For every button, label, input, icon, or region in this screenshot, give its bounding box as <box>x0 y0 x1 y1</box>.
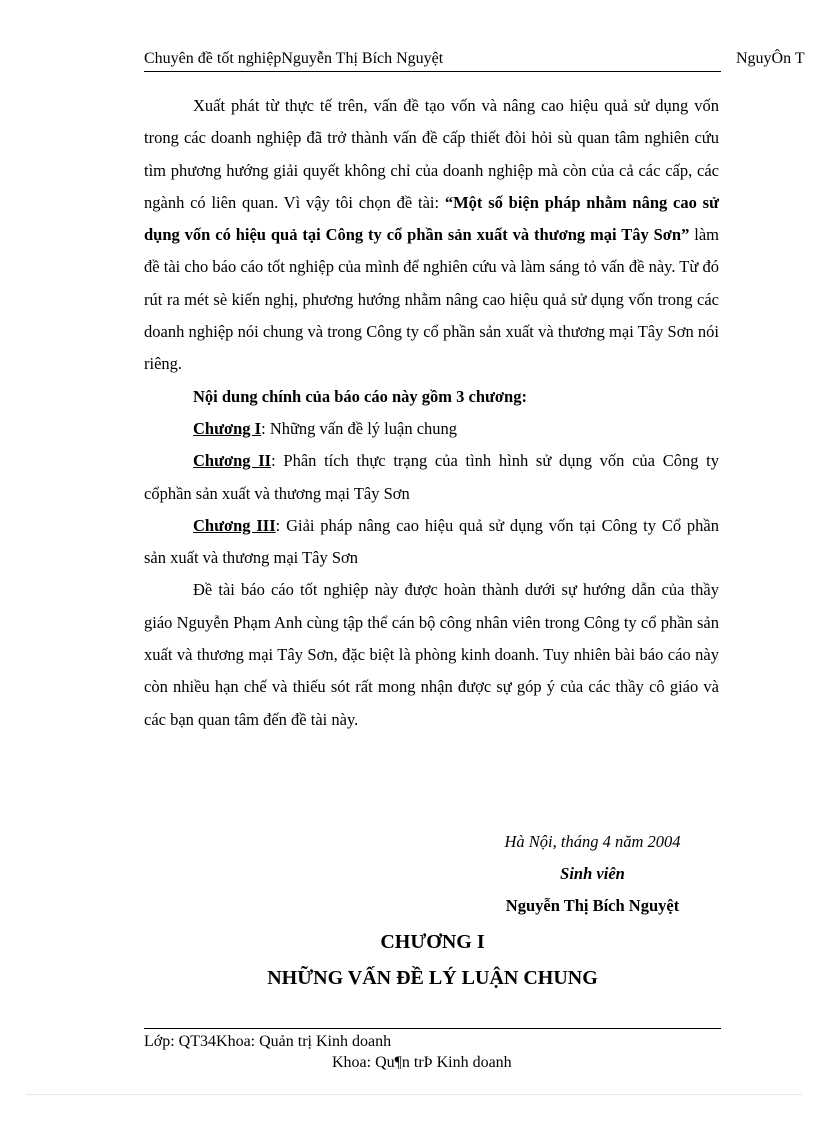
chapter-3-label: Chương III <box>193 515 276 535</box>
chapter-heading <box>144 924 721 996</box>
intro-paragraph <box>144 90 719 381</box>
signature-role: Sinh viên <box>560 864 625 883</box>
header-rule <box>144 71 721 72</box>
chapter-1-text: : Những vấn đề lý luận chung <box>261 418 458 438</box>
chapter-3-item <box>144 510 719 575</box>
header-right-text: NguyÔn T <box>736 50 805 67</box>
chapter-title: NHỮNG VẤN ĐỀ LÝ LUẬN CHUNG <box>267 967 598 989</box>
body-text <box>144 90 719 736</box>
footer-line-2: Khoa: Qu¶n trÞ Kinh doanh <box>332 1054 512 1071</box>
signature-name: Nguyễn Thị Bích Nguyệt <box>505 896 680 915</box>
thesis-title: “Một số biện pháp nhằm nâng cao sử dụng vốn có hiệu quả tại Công ty cổ phần sản xuất và thương mại Tây Sơn” <box>144 192 719 245</box>
chapter-2-label: Chương II <box>193 451 272 471</box>
intro-text-a: Xuất phát từ thực tế trên, vấn đề tạo vốn và nâng cao hiệu quả sử dụng vốn trong các doanh nghiệp đã trở thành vấn đề cấp thiết đòi hỏi sù quan tâm nghiên cứu tìm phương hướng giải quyết không chỉ của doanh nghiệp mà còn của cả các cấp, các ngành có liên quan. Vì vậy tôi chọn đề tài: <box>144 96 719 212</box>
chapter-1-item <box>144 413 719 445</box>
signature-date: Hà Nội, tháng 4 năm 2004 <box>504 832 681 851</box>
chapter-2-text: : Phân tích thực trạng của tình hình sử dụng vốn của Công ty cổphần sản xuất và thương mại Tây Sơn <box>144 451 719 503</box>
chapter-3-text: : Giải pháp nâng cao hiệu quả sử dụng vốn tại Công ty Cổ phần sản xuất và thương mại Tây Sơn <box>144 515 719 568</box>
contents-heading: Nội dung chính của báo cáo này gồm 3 chương: <box>193 386 527 406</box>
page-edge-line <box>26 1094 802 1095</box>
signature-block <box>470 826 715 922</box>
chapter-2-item <box>144 445 719 510</box>
header-left-text: Chuyên đề tốt nghiệpNguyễn Thị Bích Nguyệt <box>144 50 444 67</box>
chapter-1-label: Chương I <box>193 418 262 438</box>
chapter-number: CHƯƠNG I <box>380 931 485 953</box>
footer-line-1: Lớp: QT34Khoa: Quản trị Kinh doanh <box>144 1033 392 1050</box>
acknowledgement-paragraph: Đề tài báo cáo tốt nghiệp này được hoàn thành dưới sự hướng dẫn của thầy giáo Nguyễn Phạm Anh cùng tập thể cán bộ công nhân viên trong Công ty cổ phần sản xuất và thương mại Tây Sơn, đặc biệt là phòng kinh doanh. Tuy nhiên bài báo cáo này còn nhiều hạn chế và thiếu sót rất mong nhận được sự góp ý của các thầy cô giáo và các bạn quan tâm đến đề tài này. <box>144 580 719 729</box>
intro-text-b: làm đề tài cho báo cáo tốt nghiệp của mình để nghiên cứu và làm sáng tỏ vấn đề này. Từ đó rút ra mét sè kiến nghị, phương hướng nhằm nâng cao hiệu quả sử dụng vốn trong các doanh nghiệp nói chung và trong Công ty cổ phần sản xuất và thương mại Tây Sơn nói riêng. <box>144 225 719 374</box>
footer-rule <box>144 1028 721 1029</box>
